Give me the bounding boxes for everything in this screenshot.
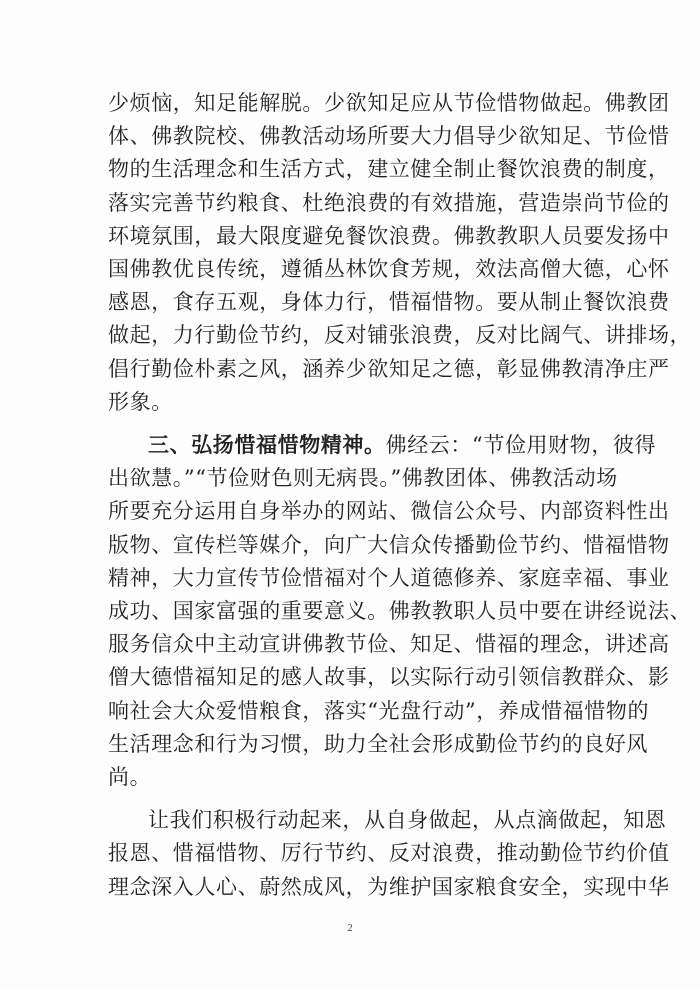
paragraph-2-line-8: 僧大德惜福知足的感人故事，以实际行动引领信教群众、影 [108, 665, 670, 690]
paragraph-1-line-4: 落实完善节约粮食、杜绝浪费的有效措施，营造崇尚节俭的 [108, 190, 670, 215]
paragraph-1-line-2: 体、佛教院校、佛教活动场所要大力倡导少欲知足、节俭惜 [108, 124, 670, 149]
paragraph-1-line-1: 少烦恼，知足能解脱。少欲知足应从节俭惜物做起。佛教团 [108, 91, 670, 115]
paragraph-3-line-3: 理念深入人心、蔚然成风，为维护国家粮食安全，实现中华 [108, 874, 670, 899]
paragraph-3-line-2: 报恩、惜福惜物、厉行节约、反对浪费，推动勤俭节约价值 [108, 841, 670, 866]
page-number: 2 [347, 922, 353, 934]
paragraph-2-first-line-text: 佛经云：“节俭用财物，彼得 [385, 433, 657, 457]
paragraph-3-line-1: 让我们积极行动起来，从自身做起，从点滴做起，知恩 [148, 808, 667, 833]
paragraph-1-line-9: 倡行勤俭朴素之风，涵养少欲知足之德，彰显佛教清净庄严 [108, 356, 670, 381]
paragraph-2-first-line [148, 430, 657, 460]
paragraph-1-line-8: 做起，力行勤俭节约，反对铺张浪费，反对比阔气、讲排场， [108, 323, 692, 348]
paragraph-1-line-7: 感恩，食存五观，身体力行，惜福惜物。要从制止餐饮浪费 [108, 290, 670, 315]
paragraph-1-line-6: 国佛教优良传统，遵循丛林饮食芳规，效法高僧大德，心怀 [108, 257, 670, 281]
section-heading: 三、弘扬惜福惜物精神。 [148, 433, 386, 457]
paragraph-2-line-11: 尚。 [108, 765, 152, 789]
paragraph-2-line-9: 响社会大众爱惜粮食，落实“光盘行动”，养成惜福惜物的 [108, 698, 650, 723]
paragraph-1-line-3: 物的生活理念和生活方式，建立健全制止餐饮浪费的制度， [108, 157, 670, 182]
paragraph-2-line-6: 成功、国家富强的重要意义。佛教教职人员中要在讲经说法、 [108, 599, 692, 623]
paragraph-1-line-5: 环境氛围，最大限度避免餐饮浪费。佛教教职人员要发扬中 [108, 223, 670, 248]
paragraph-2-line-10: 生活理念和行为习惯，助力全社会形成勤俭节约的良好风 [108, 731, 648, 756]
paragraph-2-line-5: 精神，大力宣传节俭惜福对个人道德修养、家庭幸福、事业 [108, 565, 670, 590]
paragraph-2-line-4: 版物、宣传栏等媒介，向广大信众传播勤俭节约、惜福惜物 [108, 532, 670, 557]
paragraph-2-line-7: 服务信众中主动宣讲佛教节俭、知足、惜福的理念，讲述高 [108, 632, 670, 657]
paragraph-2-line-3: 所要充分运用自身举办的网站、微信公众号、内部资料性出 [108, 499, 670, 524]
paragraph-2-line-2: 出欲慧。”“节俭财色则无病畏。”佛教团体、佛教活动场 [108, 466, 618, 491]
paragraph-1-line-10: 形象。 [108, 389, 173, 414]
